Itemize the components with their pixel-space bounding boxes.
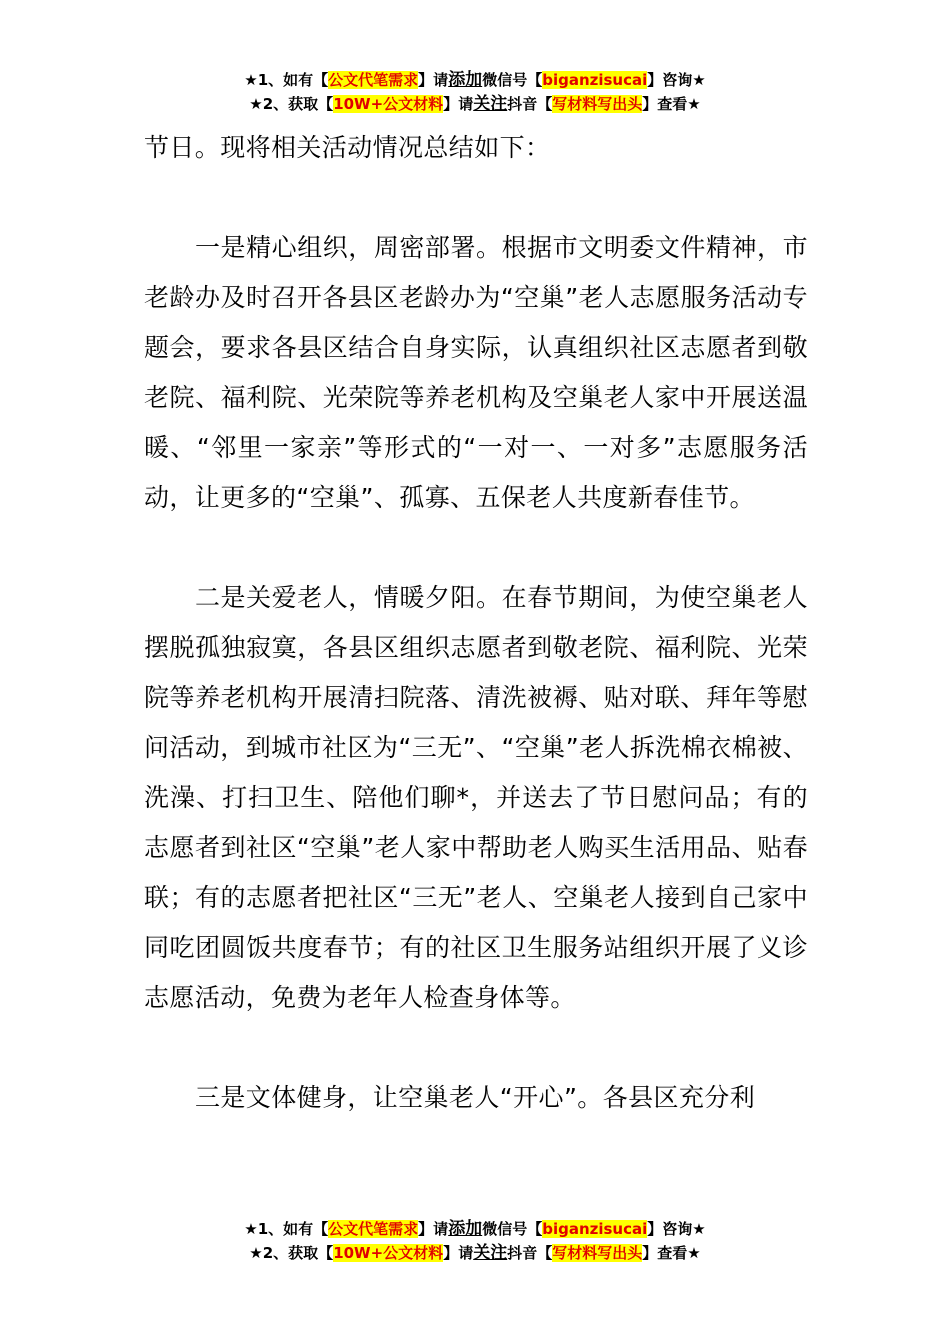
paragraph-gap xyxy=(144,523,808,573)
banner-text: ★1、如有【 xyxy=(244,1220,329,1238)
header-banner xyxy=(0,68,950,116)
highlight-text: 10W+公文材料 xyxy=(333,95,444,113)
paragraph-1: 一是精心组织，周密部署。根据市文明委文件精神，市老龄办及时召开各县区老龄办为“空巢”老人志愿服务活动专题会，要求各县区结合自身实际，认真组织社区志愿者到敬老院、福利院、光荣院等养老机构及空巢老人家中开展送温暖、“邻里一家亲”等形式的“一对一、一对多”志愿服务活动，让更多的“空巢”、孤寡、五保老人共度新春佳节。 xyxy=(144,233,808,512)
highlight-text: 公文代笔需求 xyxy=(328,71,419,89)
banner-text: 】请 xyxy=(418,71,449,89)
banner-text: ★2、获取【 xyxy=(249,1244,334,1262)
banner-text: 微信号【 xyxy=(482,1220,543,1238)
banner-line-2 xyxy=(0,1241,950,1265)
footer-banner xyxy=(0,1217,950,1265)
paragraph-2: 二是关爱老人，情暖夕阳。在春节期间，为使空巢老人摆脱孤独寂寞，各县区组织志愿者到敬老院、福利院、光荣院等养老机构开展清扫院落、清洗被褥、贴对联、拜年等慰问活动，到城市社区为“三无”、“空巢”老人拆洗棉衣棉被、洗澡、打扫卫生、陪他们聊*，并送去了节日慰问品；有的志愿者到社区“空巢”老人家中帮助老人购买生活用品、贴春联；有的志愿者把社区“三无”老人、空巢老人接到自己家中同吃团圆饭共度春节；有的社区卫生服务站组织开展了义诊志愿活动，免费为老年人检查身体等。 xyxy=(144,583,808,1012)
paragraph-gap xyxy=(144,173,808,223)
intro-paragraph: 节日。现将相关活动情况总结如下： xyxy=(144,133,551,162)
banner-line-2 xyxy=(0,92,950,116)
banner-text: 】请 xyxy=(443,95,474,113)
highlight-text: 公文代笔需求 xyxy=(328,1220,419,1238)
underlined-text: 添加 xyxy=(448,1219,483,1239)
paragraph-gap xyxy=(144,1023,808,1073)
banner-text: ★1、如有【 xyxy=(244,71,329,89)
document-body xyxy=(144,123,808,1123)
highlight-text: 10W+公文材料 xyxy=(333,1244,444,1262)
banner-text: 】请 xyxy=(443,1244,474,1262)
highlight-text: 写材料写出头 xyxy=(552,1244,643,1262)
banner-text: 】查看★ xyxy=(642,1244,701,1262)
banner-text: 抖音【 xyxy=(507,95,553,113)
banner-text: 微信号【 xyxy=(482,71,543,89)
banner-text: 】咨询★ xyxy=(647,71,706,89)
banner-text: 】咨询★ xyxy=(647,1220,706,1238)
underlined-text: 添加 xyxy=(448,70,483,90)
highlight-text: biganzisucai xyxy=(542,71,648,89)
underlined-text: 关注 xyxy=(473,94,508,114)
paragraph-3: 三是文体健身，让空巢老人“开心”。各县区充分利 xyxy=(195,1083,756,1112)
banner-line-1 xyxy=(0,1217,950,1241)
underlined-text: 关注 xyxy=(473,1243,508,1263)
highlight-text: 写材料写出头 xyxy=(552,95,643,113)
banner-text: ★2、获取【 xyxy=(249,95,334,113)
banner-text: 抖音【 xyxy=(507,1244,553,1262)
highlight-text: biganzisucai xyxy=(542,1220,648,1238)
banner-text: 】查看★ xyxy=(642,95,701,113)
banner-line-1 xyxy=(0,68,950,92)
banner-text: 】请 xyxy=(418,1220,449,1238)
